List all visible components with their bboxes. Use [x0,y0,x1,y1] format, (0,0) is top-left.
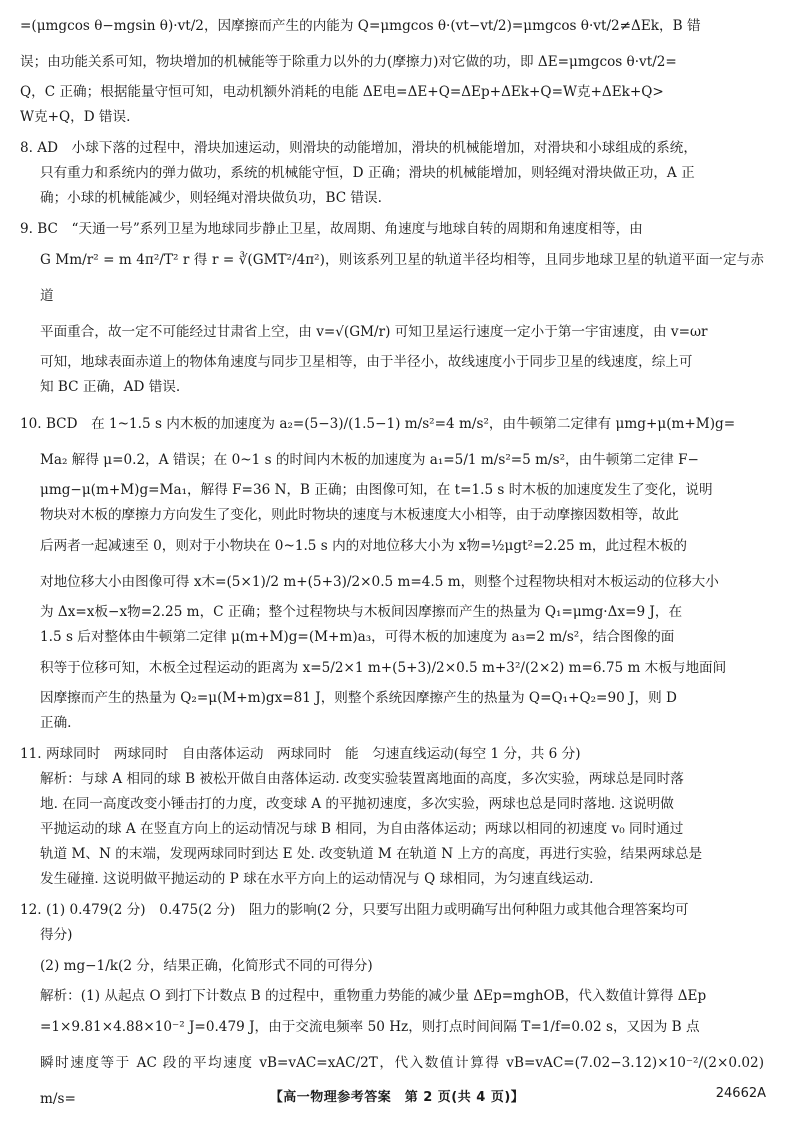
text-line: (2) mg−1/k(2 分，结果正确，化简形式不同的可得分) [40,958,373,974]
text-line: G Mm/r² = m 4π²/T² r 得 r = ∛(GMT²/4π²)，则该系列卫星的轨道半径均相等，且同步地球卫星的轨道平面一定与赤道 [40,252,764,304]
text-line: W克+Q，D 错误. [20,109,131,125]
text-line: μmg−μ(m+M)g=Ma₁，解得 F=36 N，B 正确；由图像可知，在 t=1.5 s 时木板的加速度发生了变化，说明 [40,482,713,498]
text-line: =(μmgcos θ−mgsin θ)·vt/2，因摩擦而产生的内能为 Q=μmgcos θ·(vt−vt/2)=μmgcos θ·vt/2≠ΔEk，B 错 [20,18,701,34]
answer-12-heading-line: 12. (1) 0.479(2 分) 0.475(2 分) 阻力的影响(2 分，只要写出阻力或明确写出何种阻力或其他合理答案均可 [20,902,689,918]
footer-title: 【高一物理参考答案 第 2 页(共 4 页)】 [269,1090,525,1105]
text-line: 误；由功能关系可知，物块增加的机械能等于除重力以外的力(摩擦力)对它做的功，即 ΔE=μmgcos θ·vt/2= [20,54,677,70]
text-line: Q，C 正确；根据能量守恒可知，电动机额外消耗的电能 ΔE电=ΔE+Q=ΔEp+ΔEk+Q=W克+ΔEk+Q> [20,84,664,100]
text-line: 1.5 s 后对整体由牛顿第二定律 μ(m+M)g=(M+m)a₃，可得木板的加速度为 a₃=2 m/s²，结合图像的面 [40,629,675,645]
text-line: 后两者一起减速至 0，则对于小物块在 0~1.5 s 内的对地位移大小为 x物=½μgt²=2.25 m，此过程木板的 [40,538,688,554]
text-line: 积等于位移可知，木板全过程运动的距离为 x=5/2×1 m+(5+3)/2×0.5 m+3²/(2×2) m=6.75 m 木板与地面间 [40,660,727,676]
text-line: 解析：与球 A 相同的球 B 被松开做自由落体运动. 改变实验装置离地面的高度，多次实验，两球总是同时落 [40,771,684,787]
text-line: 发生碰撞. 这说明做平抛运动的 P 球在水平方向上的运动情况与 Q 球相同，为匀速直线运动. [40,871,594,887]
text-line: 解析：(1) 从起点 O 到打下计数点 B 的过程中，重物重力势能的减少量 ΔEp=mghOB，代入数值计算得 ΔEp [40,988,707,1004]
page-footer [0,1086,794,1110]
text-line: Ma₂ 解得 μ=0.2，A 错误；在 0~1 s 的时间内木板的加速度为 a₁=5/1 m/s²=5 m/s²，由牛顿第二定律 F− [40,452,699,468]
text-line: 为 Δx=x板−x物=2.25 m，C 正确；整个过程物块与木板间因摩擦而产生的热量为 Q₁=μmg·Δx=9 J，在 [40,604,683,620]
text-line: 知 BC 正确，AD 错误. [40,379,181,395]
text-line: 可知，地球表面赤道上的物体角速度与同步卫星相等，由于半径小，故线速度小于同步卫星的线速度，综上可 [40,354,693,370]
footer-code: 24662A [715,1086,766,1101]
text-line: 只有重力和系统内的弹力做功，系统的机械能守恒，D 正确；滑块的机械能增加，则轻绳对滑块做正功，A 正 [40,165,695,181]
text-line: 平抛运动的球 A 在竖直方向上的运动情况与球 B 相同，为自由落体运动；两球以相同的初速度 v₀ 同时通过 [40,821,684,837]
answer-8-heading-line: 8. AD 小球下落的过程中，滑块加速运动，则滑块的动能增加，滑块的机械能增加，对滑块和小球组成的系统， [20,140,697,156]
answer-10-heading-line: 10. BCD 在 1~1.5 s 内木板的加速度为 a₂=(5−3)/(1.5−1) m/s²=4 m/s²，由牛顿第二定律有 μmg+μ(m+M)g= [20,416,736,432]
text-line: 平面重合，故一定不可能经过甘肃省上空，由 v=√(GM/r) 可知卫星运行速度一定小于第一宇宙速度，由 v=ωr [40,324,708,340]
answer-sheet-body [20,8,764,1117]
text-line: 因摩擦而产生的热量为 Q₂=μ(M+m)gx=81 J，则整个系统因摩擦产生的热量为 Q=Q₁+Q₂=90 J，则 D [40,690,677,706]
answer-11-heading-line: 11. 两球同时 两球同时 自由落体运动 两球同时 能 匀速直线运动(每空 1 分，共 6 分) [20,746,581,762]
text-line: 地. 在同一高度改变小锤击打的力度，改变球 A 的平抛初速度，多次实验，两球也总是同时落地. 这说明做 [40,796,674,812]
text-line: 确；小球的机械能减少，则轻绳对滑块做负功，BC 错误. [40,190,382,206]
text-line: 轨道 M、N 的末端，发现两球同时到达 E 处. 改变轨道 M 在轨道 N 上方的高度，再进行实验，结果两球总是 [40,846,703,862]
text-line: 物块对木板的摩擦力方向发生了变化，则此时物块的速度与木板速度大小相等，由于动摩擦因数相等，故此 [40,507,679,523]
text-line: =1×9.81×4.88×10⁻² J=0.479 J，由于交流电频率 50 Hz，则打点时间间隔 T=1/f=0.02 s，又因为 B 点 [40,1019,700,1035]
text-line: 正确. [40,715,72,731]
text-line: 瞬时速度等于 AC 段的平均速度 vB=vAC=xAC/2T，代入数值计算得 vB=vAC=(7.02−3.12)×10⁻²/(2×0.02) m/s= [40,1055,764,1107]
text-line: 得分) [40,927,73,943]
text-line: 对地位移大小由图像可得 x木=(5×1)/2 m+(5+3)/2×0.5 m=4.5 m，则整个过程物块相对木板运动的位移大小 [40,574,719,590]
answer-9-heading-line: 9. BC “天通一号”系列卫星为地球同步静止卫星，故周期、角速度与地球自转的周期和角速度相等，由 [20,221,643,237]
